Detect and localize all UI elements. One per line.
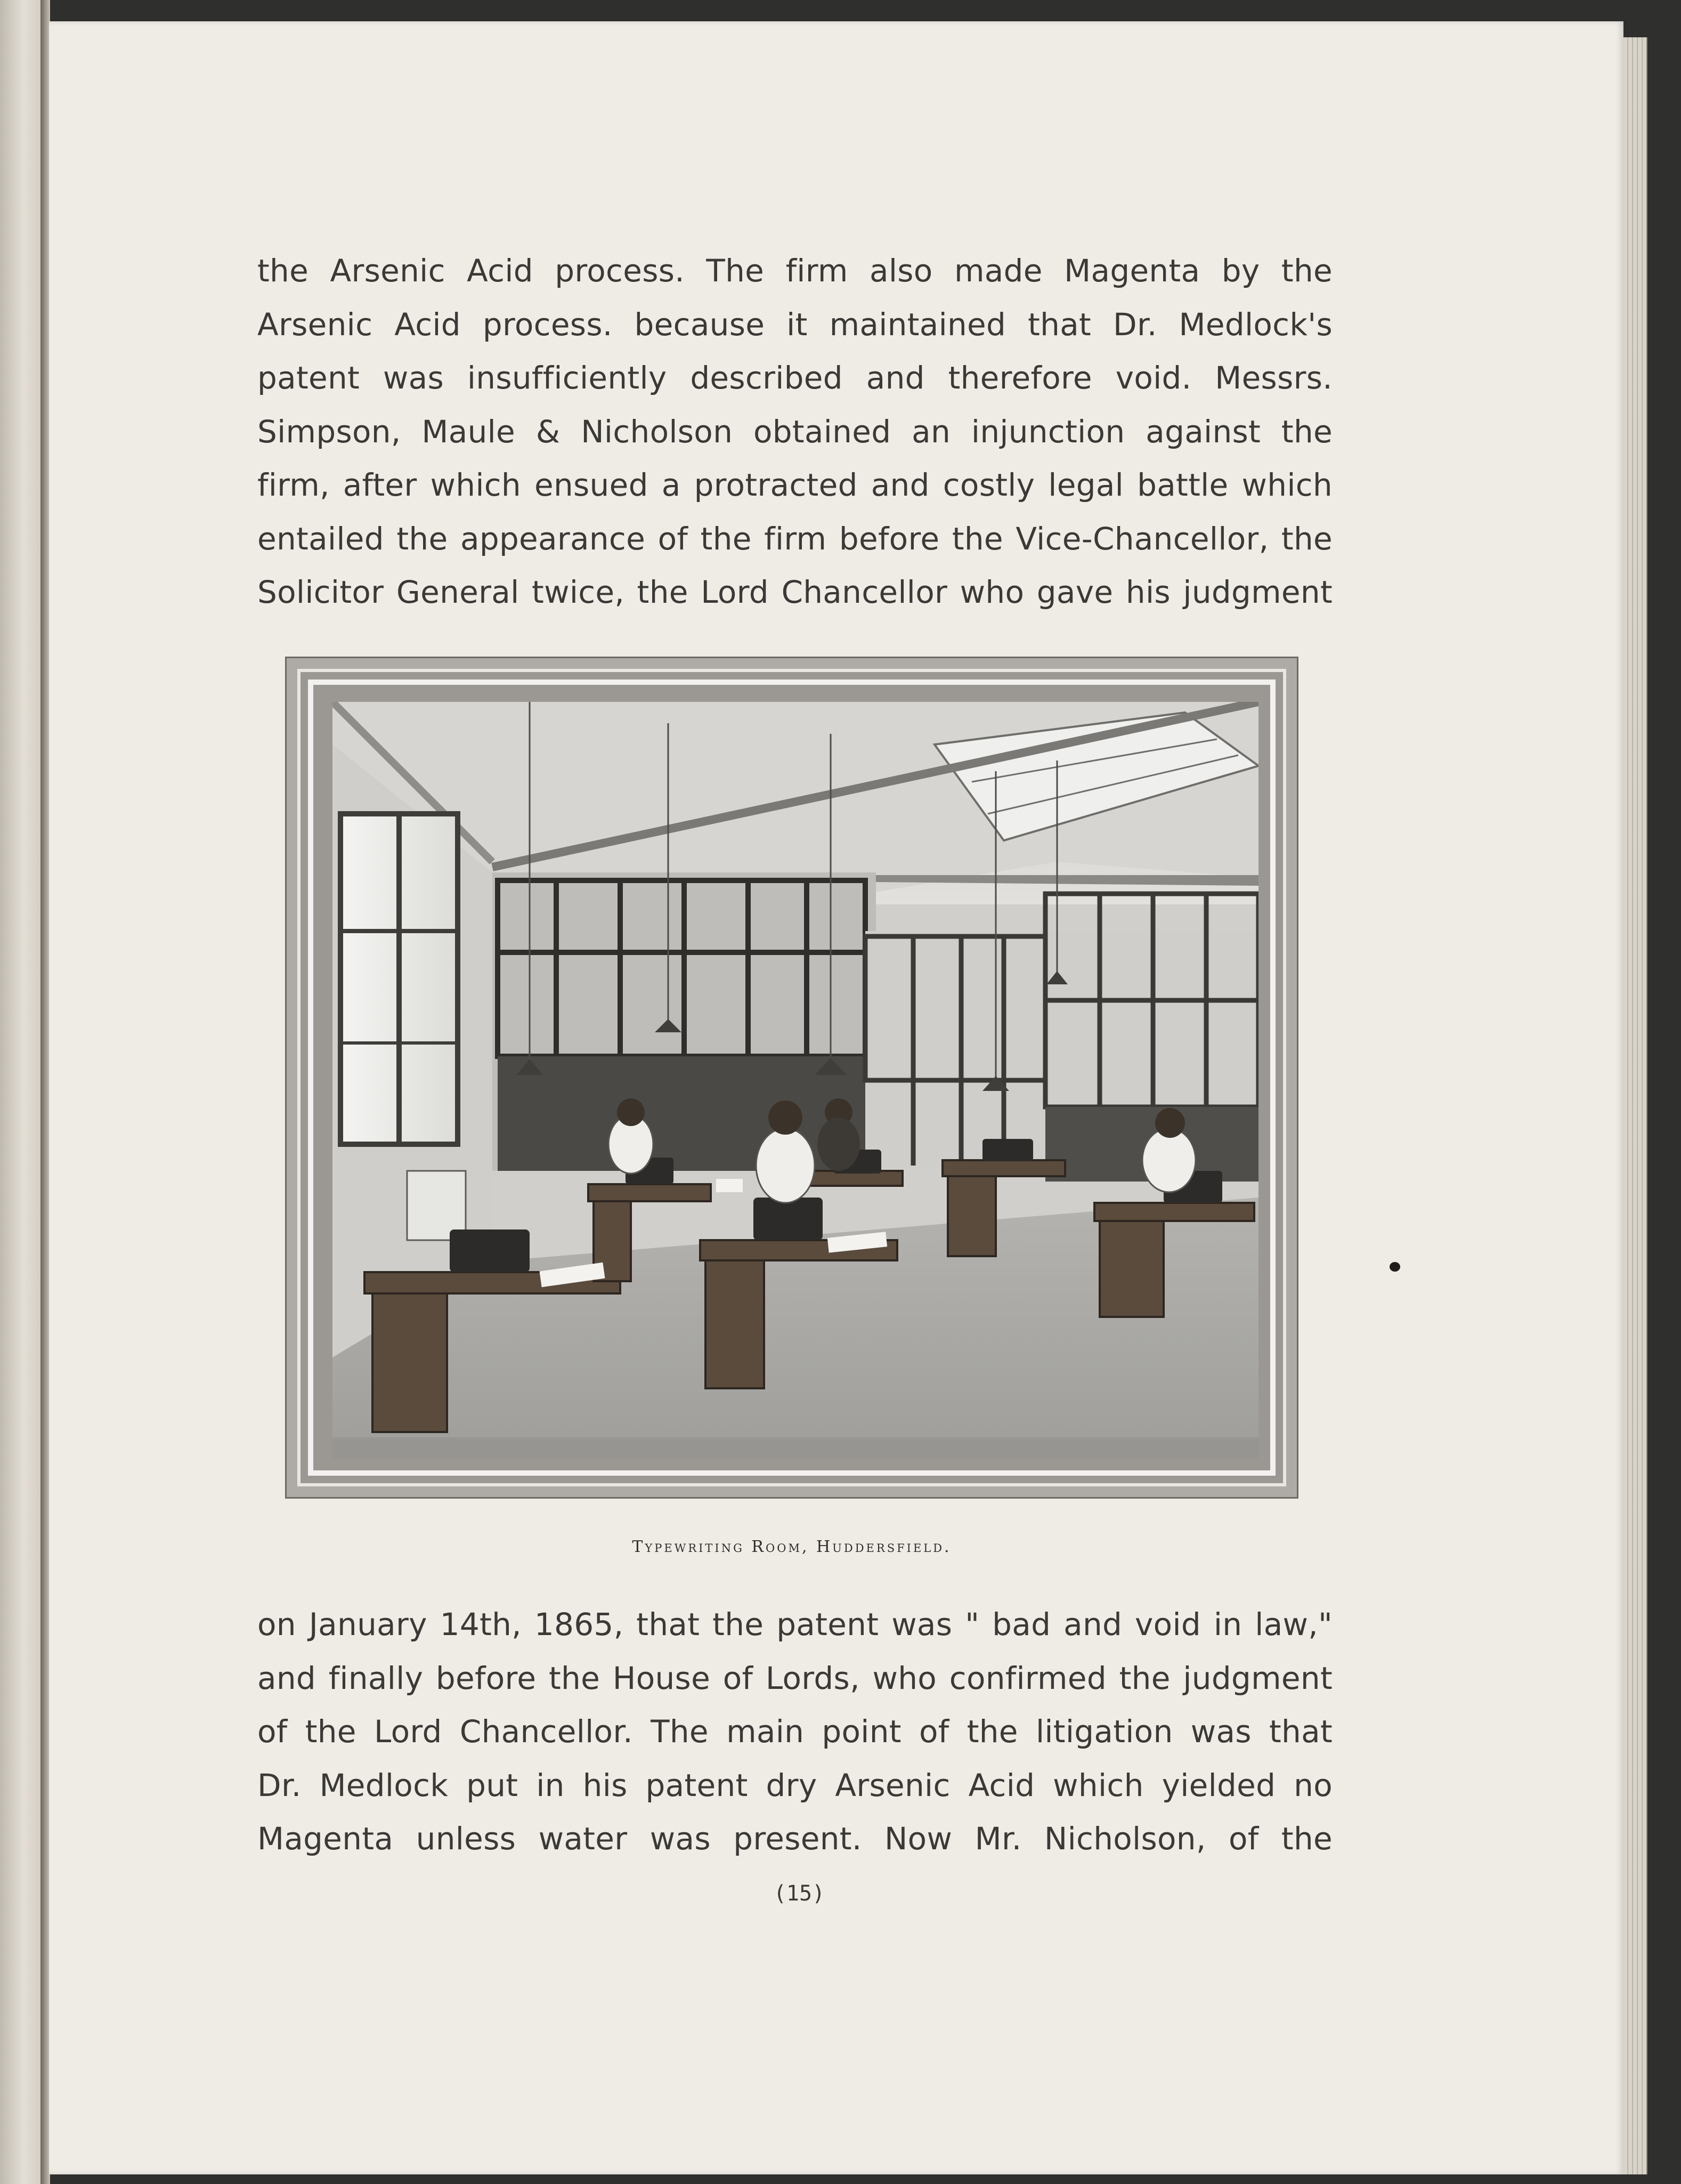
photo-caption: Typewriting Room, Huddersfield. — [632, 1538, 952, 1556]
text-line: Dr. Medlock put in his patent dry Arsenic Acid which yielded no — [257, 1767, 1333, 1803]
page-number: (15) — [773, 1881, 825, 1906]
ink-smudge — [1390, 1262, 1400, 1272]
text-line: Magenta unless water was present. Now Mr. Nicholson, of the — [257, 1821, 1333, 1857]
text-line: of the Lord Chancellor. The main point of the litigation was that — [257, 1713, 1333, 1750]
text-line: Arsenic Acid process. because it maintained that Dr. Medlock's — [257, 306, 1333, 343]
typewriting-room-photo — [332, 702, 1258, 1459]
facing-page-edge — [0, 0, 43, 2184]
text-line: the Arsenic Acid process. The firm also made Magenta by the — [257, 253, 1333, 289]
text-line: patent was insufficiently described and therefore void. Messrs. — [257, 360, 1333, 396]
bottom-paragraph — [257, 1598, 1333, 1866]
text-line: entailed the appearance of the firm before the Vice-Chancellor, the — [257, 520, 1333, 557]
text-line: firm, after which ensued a protracted and costly legal battle which — [257, 467, 1333, 503]
top-paragraph — [257, 244, 1333, 619]
text-line: on January 14th, 1865, that the patent was " bad and void in law," — [257, 1606, 1333, 1643]
text-line: Simpson, Maule & Nicholson obtained an injunction against the — [257, 413, 1333, 450]
text-line: Solicitor General twice, the Lord Chancellor who gave his judgment — [257, 574, 1333, 610]
text-line: and finally before the House of Lords, who confirmed the judgment — [257, 1660, 1333, 1696]
photo-frame — [285, 657, 1298, 1499]
